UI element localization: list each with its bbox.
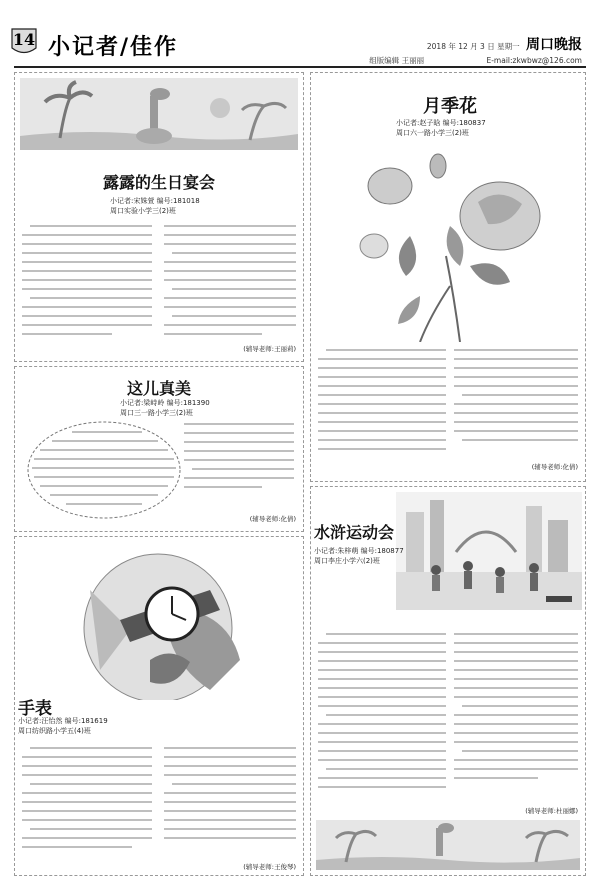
byline-watch xyxy=(18,716,108,736)
reporter-games: 小记者:朱梓萌 编号:180877 xyxy=(314,547,404,555)
teacher-birthday: (辅导老师:王丽莉) xyxy=(243,345,296,353)
teacher-watch: (辅导老师:王俊琴) xyxy=(243,863,296,871)
teacher-games: (辅导老师:杜丽娜) xyxy=(525,807,578,815)
byline-games xyxy=(314,546,404,566)
article-body-birthday xyxy=(22,222,298,338)
header-rule xyxy=(14,66,586,68)
article-title-rose: 月季花 xyxy=(423,96,477,117)
issue-date: 2018 年 12 月 3 日 星期一 xyxy=(426,42,520,51)
school-birthday: 周口实验小学三(2)班 xyxy=(110,207,176,215)
school-beauty: 周口三一路小学三(2)班 xyxy=(120,409,193,417)
birthday-banner-illustration xyxy=(20,78,298,150)
article-title-beauty: 这儿真美 xyxy=(126,379,191,398)
article-body-rose xyxy=(318,346,580,450)
watch-illustration xyxy=(60,550,256,700)
newspaper-logo: 周口晚报 xyxy=(526,37,582,53)
header-info xyxy=(369,34,582,68)
article-title-birthday: 露露的生日宴会 xyxy=(102,173,215,192)
reporter-rose: 小记者:赵子晗 编号:180837 xyxy=(396,119,486,127)
article-title-games: 水浒运动会 xyxy=(314,523,395,542)
reporter-birthday: 小记者:宋姝萱 编号:181018 xyxy=(110,197,200,205)
giraffe-banner-illustration xyxy=(316,820,580,870)
byline-beauty xyxy=(120,398,210,418)
school-rose: 周口六一路小学三(2)班 xyxy=(396,129,469,137)
contact-email: E-mail:zkwbwz@126.com xyxy=(486,56,582,65)
article-body-games xyxy=(318,630,580,810)
reporter-beauty: 小记者:梁峙岭 编号:181390 xyxy=(120,399,210,407)
byline-birthday xyxy=(110,196,200,216)
teacher-beauty: (辅导老师:化倩) xyxy=(249,515,296,523)
column-title: 小记者/佳作 xyxy=(48,34,179,60)
rose-illustration xyxy=(350,146,560,342)
giraffe-palm-illustration xyxy=(20,78,298,150)
page-number-badge xyxy=(10,26,38,58)
reporter-watch: 小记者:汪怡然 编号:181619 xyxy=(18,717,108,725)
article-body-watch xyxy=(22,744,298,854)
games-bottom-banner xyxy=(316,820,580,870)
school-games: 周口李庄小学六(2)班 xyxy=(314,557,380,565)
school-watch: 周口纺织路小学五(4)班 xyxy=(18,727,91,735)
editor-credit: 组版编辑 王丽丽 xyxy=(369,56,425,65)
sports-meet-illustration xyxy=(396,492,582,610)
byline-rose xyxy=(396,118,486,138)
article-title-watch: 手表 xyxy=(18,699,52,719)
teacher-rose: (辅导老师:化倩) xyxy=(531,463,578,471)
page-number: 14 xyxy=(12,30,36,49)
article-body-beauty xyxy=(22,420,298,528)
